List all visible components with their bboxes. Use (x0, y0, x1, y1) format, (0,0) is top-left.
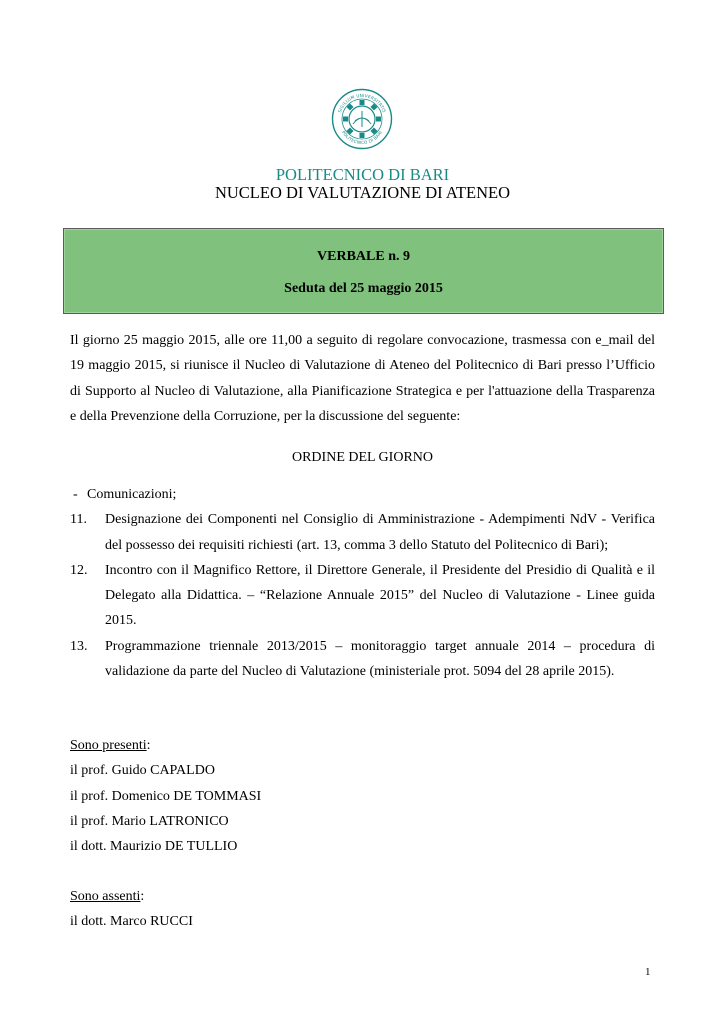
politecnico-seal-icon (331, 88, 393, 150)
agenda-item-marker: - (73, 487, 78, 502)
present-label-colon: : (146, 738, 151, 753)
agenda-item-text: Programmazione triennale 2013/2015 – monitoraggio target annuale 2014 – procedura di validazione da parte del Nucleo di Valutazione (ministeriale prot. 5094 del 28 aprile 2015). (105, 638, 655, 680)
absent-heading (70, 884, 193, 909)
absent-members (70, 884, 193, 935)
agenda-item-number: 12. (70, 562, 88, 578)
agenda-item-text: Incontro con il Magnifico Rettore, il Direttore Generale, il Presidente del Presidio di Qualità e il Delegato alla Didattica. – “Relazione Annuale 2015” del Nucleo di Valutazione - Linee guida 2015. (105, 562, 655, 629)
present-label: Sono presenti (70, 738, 147, 753)
present-heading (70, 733, 261, 758)
agenda-list (70, 482, 655, 684)
agenda-item-number: 11. (70, 512, 87, 528)
svg-text:POLITECNICO DI BARI: POLITECNICO DI BARI (340, 129, 384, 146)
present-members (70, 733, 261, 859)
session-date: Seduta del 25 maggio 2015 (284, 281, 443, 296)
agenda-heading: ORDINE DEL GIORNO (291, 450, 434, 465)
present-member: il prof. Domenico DE TOMMASI (70, 788, 262, 804)
agenda-item-13 (70, 634, 655, 685)
intro-paragraph: Il giorno 25 maggio 2015, alle ore 11,00 a seguito di regolare convocazione, trasmessa con e_mail del 19 maggio 2015, si riunisce il Nucleo di Valutazione di Ateneo del Politecnico di Bari presso l’Ufficio di Supporto al Nucleo di Valutazione, alla Pianificazione Strategica e per l'attuazione della Trasparenza e della Prevenzione della Corruzione, per la discussione del seguente: (70, 333, 655, 424)
agenda-item-text: Designazione dei Componenti nel Consiglio di Amministrazione - Adempimenti NdV - Verifica del possesso dei requisiti richiesti (art. 13, comma 3 dello Statuto del Politecnico di Bari); (105, 512, 655, 553)
verbale-box (63, 228, 664, 314)
agenda-item-11 (70, 507, 655, 558)
absent-member: il dott. Marco RUCCI (70, 914, 193, 930)
agenda-item-number: 13. (70, 638, 88, 654)
institution-name: POLITECNICO DI BARI (275, 165, 450, 184)
page-number: 1 (645, 966, 651, 978)
present-member: il prof. Mario LATRONICO (70, 813, 229, 829)
absent-label: Sono assenti (70, 889, 141, 904)
agenda-item-text: Comunicazioni; (87, 487, 177, 502)
present-member: il prof. Guido CAPALDO (70, 763, 215, 779)
verbale-title: VERBALE n. 9 (317, 249, 410, 264)
svg-text:SIGILLUM UNIVERSITATIS: SIGILLUM UNIVERSITATIS (337, 92, 387, 114)
agenda-item-communications (70, 482, 655, 507)
absent-label-colon: : (140, 889, 145, 904)
department-name: NUCLEO DI VALUTAZIONE DI ATENEO (214, 183, 511, 202)
present-member: il dott. Maurizio DE TULLIO (70, 839, 238, 855)
agenda-item-12 (70, 558, 655, 634)
